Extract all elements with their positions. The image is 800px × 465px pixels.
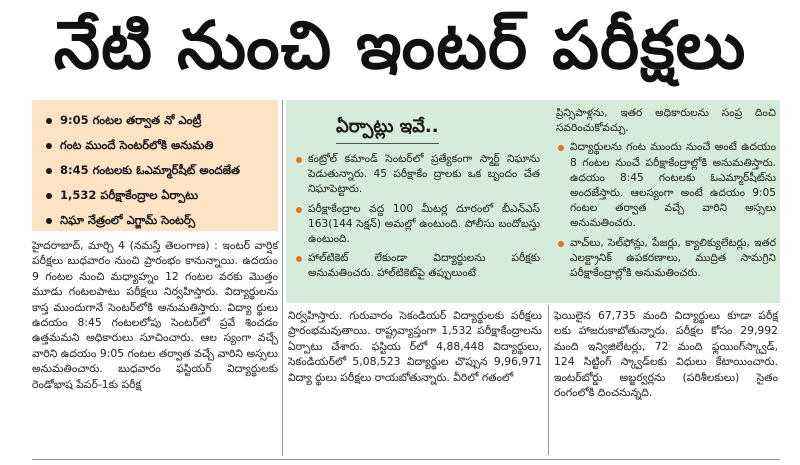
highlight-item: గంట ముందే సెంటర్‌లోకి అనుమతి bbox=[46, 133, 278, 158]
bullet-icon bbox=[46, 118, 52, 124]
bullet-icon bbox=[558, 241, 564, 247]
bullet-icon bbox=[46, 143, 52, 149]
arrangement-item: పరీక్షాకేంద్రాల వద్ద 100 మీటర్ల దూరంలో బీఎన్‌ఎస్ 163(144 సెక్షన్) అమల్లో ఉంటుంది. పోలీసు బందోబస్తు ఉంటుంది. bbox=[294, 202, 540, 248]
highlight-item: 8:45 గంటలకు ఓఎమ్మార్‌షీట్ అందజేత bbox=[46, 158, 278, 183]
arrangement-continuation: ప్రిన్సిపాళ్లను, ఇతర అధికారులను సంప్ర దించి సవరించుకోవచ్చు. bbox=[556, 107, 776, 135]
column-divider bbox=[282, 100, 283, 456]
arrangements-title: ఏర్పాట్లు ఇవే.. bbox=[336, 116, 439, 144]
highlights-box bbox=[32, 100, 278, 231]
bullet-icon bbox=[46, 168, 52, 174]
right-column-text: ఫెయిలైన 67,735 మంది విద్యార్థులు కూడా పరీక్ష లకు హాజరుకాబోతున్నారు. పరీక్షల కోసం 29,992 మంది ఇన్విజిలేటర్లు, 72 మంది ఫ్లయింగ్‌స్క్వాడ్, 124 సిట్టింగ్ స్క్వాడ్‌లకు విధులు కేటాయించారు. ఇంటర్‌బోర్డు అబ్జర్వర్లను (పరిశీలకులు) సైతం రంగంలోకి దించనున్నది. bbox=[554, 309, 778, 400]
arrangements-list bbox=[294, 152, 540, 286]
headline: నేటి నుంచి ఇంటర్ పరీక్షలు bbox=[53, 7, 747, 84]
bottom-rule bbox=[32, 459, 780, 460]
right-column bbox=[554, 308, 778, 400]
arrangement-item: హాల్‌టికెట్ లేకుండా విద్యార్థులను పరీక్షకు అనుమతించరు. హాల్‌టికెట్‌పై తప్పులుంటే bbox=[294, 251, 540, 281]
arrangements-list-continued bbox=[556, 106, 776, 285]
left-column bbox=[32, 238, 278, 392]
column-divider bbox=[548, 305, 549, 455]
arrangements-box-continued bbox=[548, 100, 780, 303]
left-column-text: హైదరాబాద్, మార్చి 4 (నమస్తే తెలంగాణ) : ఇంటర్ వార్షిక పరీక్షలు బుధవారం నుంచి ప్రారంభం కానున్నాయి. ఉదయం 9 గంటల నుంచి మధ్యాహ్నం 12 గంటల వరకు మొత్తం మూడు గంటలపాటు పరీక్షలు నిర్వహిస్తారు. విద్యార్థులను కాస్త ముందుగానే సెంటర్‌లోకి అనుమతిస్తారు. విద్యా ర్థులు ఉదయం 8:45 గంటలలోపు సెంటర్‌లో ప్రవే శించడం ఉత్తమమని అధికారులు సూచించారు. ఆల స్యంగా వచ్చే వారిని ఉదయం 9:05 గంటల తర్వాత వచ్చే వారిని అస్సలు అనుమతించారు. బుధవారం ఫస్టియర్ విద్యార్థులకు రెండోభాష పేపర్-1కు పరీక్ష bbox=[32, 239, 278, 391]
bullet-icon bbox=[558, 145, 564, 151]
arrangements-box bbox=[286, 100, 548, 303]
middle-column-text: నిర్వహిస్తారు. గురువారం సెకండియర్ విద్యార్థులకు పరీక్షలు ప్రారంభమవుతాయి. రాష్ట్రవ్యాప్తంగా 1,532 పరీక్షాకేంద్రాలను ఏర్పాటు చేశారు. ఫస్టియ ర్‌లో 4,88,448 విద్యార్థులు, సెకండియర్‌లో 5,08,523 విద్యార్థుల చొప్పున 9,96,971 విద్యా ర్థులు పరీక్షలు రాయబోతున్నారు. వీరిలో గతంలో bbox=[288, 309, 542, 384]
arrangement-item: వాచ్‌లు, సెల్‌ఫోన్లు, పేజర్లు, క్యాలిక్యులేటర్లు, ఇతర ఎలక్ట్రానిక్ ఉపకరణాలు, ముద్రిత సామగ్రిని పరీక్షాకేంద్రాల్లోకి అనుమతించరు. bbox=[556, 236, 776, 282]
highlight-item: 9:05 గంటల తర్వాత నో ఎంట్రీ bbox=[46, 108, 278, 133]
arrangement-item: కంట్రోల్ కమాండ్ సెంటర్‌లో ప్రత్యేకంగా స్మార్ట్ నిఘాను పెడుతున్నారు. 45 పరీక్షాకేం ద్రాలకు ఒక బృందం చేత నిఘాపెట్టారు. bbox=[294, 152, 540, 198]
bullet-icon bbox=[296, 157, 302, 163]
middle-column bbox=[288, 308, 542, 385]
highlights-list bbox=[32, 100, 278, 233]
bullet-icon bbox=[296, 256, 302, 262]
bullet-icon bbox=[46, 218, 52, 224]
highlight-item: నిఘా నేత్రంలో ఎగ్జామ్ సెంటర్స్ bbox=[46, 208, 278, 233]
bullet-icon bbox=[46, 193, 52, 199]
arrangement-item: విద్యార్థులను గంట ముందు నుంచే అంటే ఉదయం 8 గంటల నుంచే పరీక్షాకేంద్రాల్లోకి అనుమతిస్తారు. ఉదయం 8:45 గంటలకు ఓఎమ్మార్‌షీట్‌ను అందజేస్తారు. ఆలస్యంగా అంటే ఉదయం 9:05 గంటల తర్వాత వచ్చే వారిని అస్సలు అనుమతించరు. bbox=[556, 140, 776, 231]
bullet-icon bbox=[296, 207, 302, 213]
highlight-item: 1,532 పరీక్షాకేంద్రాల ఏర్పాటు bbox=[46, 183, 278, 208]
